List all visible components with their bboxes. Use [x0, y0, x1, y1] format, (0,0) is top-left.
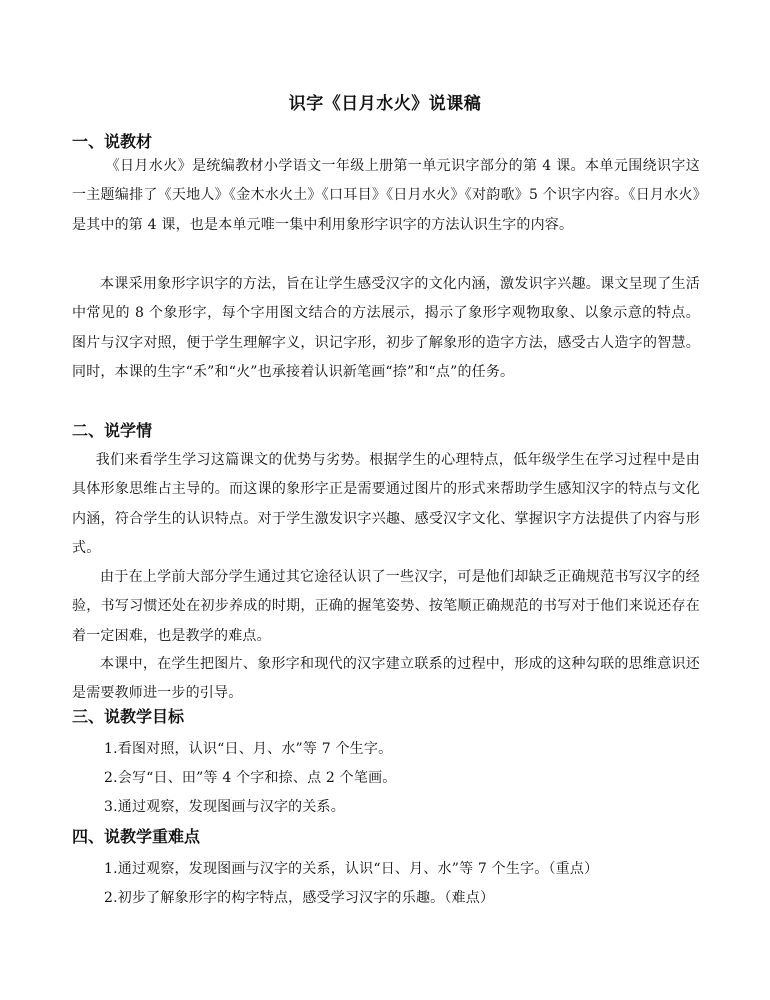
key-point-item: 1.通过观察，发现图画与汉字的关系，认识“日、月、水”等 7 个生字。（重点） [104, 861, 599, 877]
paragraph: 本课中，在学生把图片、象形字和现代的汉字建立联系的过程中，形成的这种勾联的思维意识还是需要教师进一步的引导。 [72, 656, 700, 702]
paragraph: 《日月水火》是统编教材小学语文一年级上册第一单元识字部分的第 4 课。本单元围绕识字这一主题编排了《天地人》《金木水火土》《口耳目》《日月水火》《对韵歌》5 个识字内容。《日月水火》是其中的第 4 课，也是本单元唯一集中利用象形字识字的方法认识生字的内容。 [72, 158, 700, 233]
paragraph: 我们来看学生学习这篇课文的优势与劣势。根据学生的心理特点，低年级学生在学习过程中是由具体形象思维占主导的。而这课的象形字正是需要通过图片的形式来帮助学生感知汉字的特点与文化内涵，符合学生的认识特点。对于学生激发识字兴趣、感受汉字文化、掌握识字方法提供了内容与形式。 [72, 452, 700, 556]
paragraph: 本课采用象形字识字的方法，旨在让学生感受汉字的文化内涵，激发识字兴趣。课文呈现了生活中常见的 8 个象形字，每个字用图文结合的方法展示，揭示了象形字观物取象、以象示意的特点。图片与汉字对照，便于学生理解字义，识记字形，初步了解象形的造字方法，感受古人造字的智慧。同时，本课的生字“禾”和“火”也承接着认识新笔画“捺”和“点”的任务。 [72, 276, 700, 380]
goal-item: 1.看图对照，认识“日、月、水”等 7 个生字。 [104, 741, 393, 757]
document-title: 识字《日月水火》说课稿 [288, 94, 482, 114]
key-point-item: 2.初步了解象形字的构字特点，感受学习汉字的乐趣。（难点） [104, 890, 495, 906]
section-heading-goals: 三、说教学目标 [72, 707, 185, 726]
goal-item: 2.会写“日、田”等 4 个字和捺、点 2 个笔画。 [104, 770, 397, 786]
section-heading-learners: 二、说学情 [72, 421, 153, 440]
paragraph: 由于在上学前大部分学生通过其它途径认识了一些汉字，可是他们却缺乏正确规范书写汉字的经验，书写习惯还处在初步养成的时期，正确的握笔姿势、按笔顺正确规范的书写对于他们来说还存在着一定困难，也是教学的难点。 [72, 569, 700, 644]
goal-item: 3.通过观察，发现图画与汉字的关系。 [104, 799, 345, 815]
section-heading-key-points: 四、说教学重难点 [72, 827, 201, 846]
section-heading-textbook: 一、说教材 [72, 132, 153, 151]
